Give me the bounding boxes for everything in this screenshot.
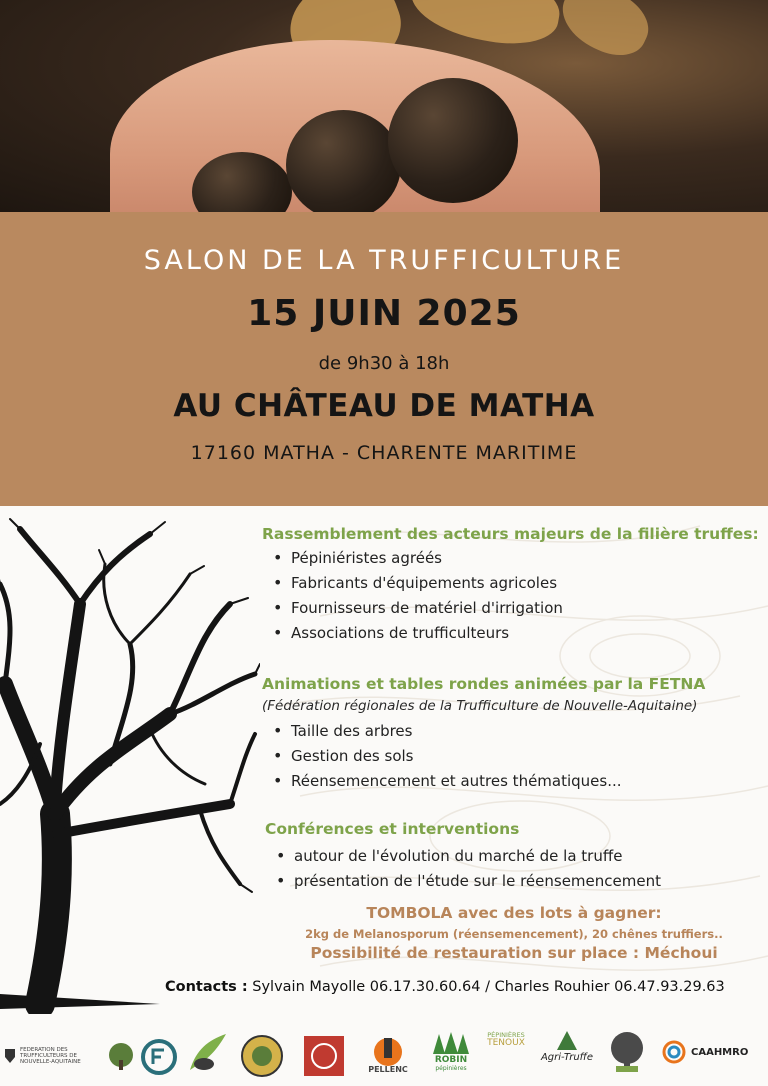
event-venue: AU CHÂTEAU DE MATHA [173, 388, 595, 424]
truffle [388, 78, 518, 203]
list-item: • présentation de l'étude sur le réensemencement [276, 868, 661, 893]
tombola-details: 2kg de Melanosporum (réensemencement), 20 chênes truffiers.. [305, 927, 723, 941]
list-conferences [276, 843, 661, 893]
contacts-line [165, 979, 725, 995]
event-date: 15 JUIN 2025 [247, 293, 521, 334]
list-animations [273, 718, 622, 793]
shield-icon [4, 1048, 16, 1064]
list-item: • Fournisseurs de matériel d'irrigation [273, 595, 563, 620]
contacts-value: Sylvain Mayolle 06.17.30.60.64 / Charles Rouhier 06.47.93.29.63 [252, 979, 725, 995]
section-title-conferences: Conférences et interventions [265, 820, 520, 838]
tree-circle-logo [108, 1042, 134, 1072]
sponsor-logos [0, 1024, 768, 1084]
list-acteurs [273, 545, 563, 645]
fetna-circle-logo [140, 1038, 178, 1076]
robin-logo: ROBIN pépinières [428, 1032, 474, 1072]
red-square-logo [304, 1036, 344, 1076]
tenoux-logo: PÉPINIÈRES TENOUX [487, 1031, 525, 1049]
round-emblem-logo [240, 1034, 284, 1078]
list-item: • autour de l'évolution du marché de la truffe [276, 843, 661, 868]
oak-leaf [405, 0, 565, 52]
list-item: • Associations de trufficulteurs [273, 620, 563, 645]
event-banner [0, 212, 768, 506]
agri-truffe-logo: Agri-Truffe [536, 1030, 598, 1063]
oak-tree-illustration [0, 514, 260, 1014]
bird-logo [186, 1030, 230, 1076]
list-item: • Taille des arbres [273, 718, 622, 743]
list-item: • Fabricants d'équipements agricoles [273, 570, 563, 595]
event-address: 17160 MATHA - CHARENTE MARITIME [190, 442, 578, 464]
federation-logo: FEDERATION DES TRUFFICULTEURS DE NOUVELLE-AQUITAINE [4, 1038, 104, 1074]
restauration-note: Possibilité de restauration sur place : Méchoui [310, 944, 718, 962]
tombola-title: TOMBOLA avec des lots à gagner: [366, 904, 662, 922]
list-item: • Gestion des sols [273, 743, 622, 768]
program-section [0, 506, 768, 1086]
pellenc-logo: PELLENC [364, 1034, 412, 1075]
oak-leaf [552, 0, 659, 66]
section-subtitle-fetna: (Fédération régionales de la Trufficulture de Nouvelle-Aquitaine) [262, 698, 698, 714]
section-title-animations: Animations et tables rondes animées par la FETNA [262, 675, 706, 693]
tombola-block [260, 904, 768, 966]
section-title-acteurs: Rassemblement des acteurs majeurs de la filière truffes: [262, 525, 759, 543]
event-title: SALON DE LA TRUFFICULTURE [143, 245, 625, 276]
tree-emblem-logo [604, 1030, 650, 1076]
caahmro-logo: CAAHMRO [662, 1040, 766, 1064]
header-photo [0, 0, 768, 212]
contacts-label: Contacts : [165, 979, 248, 995]
list-item: • Pépiniéristes agréés [273, 545, 563, 570]
truffle [286, 110, 401, 212]
list-item: • Réensemencement et autres thématiques... [273, 768, 622, 793]
event-hours: de 9h30 à 18h [318, 353, 450, 374]
